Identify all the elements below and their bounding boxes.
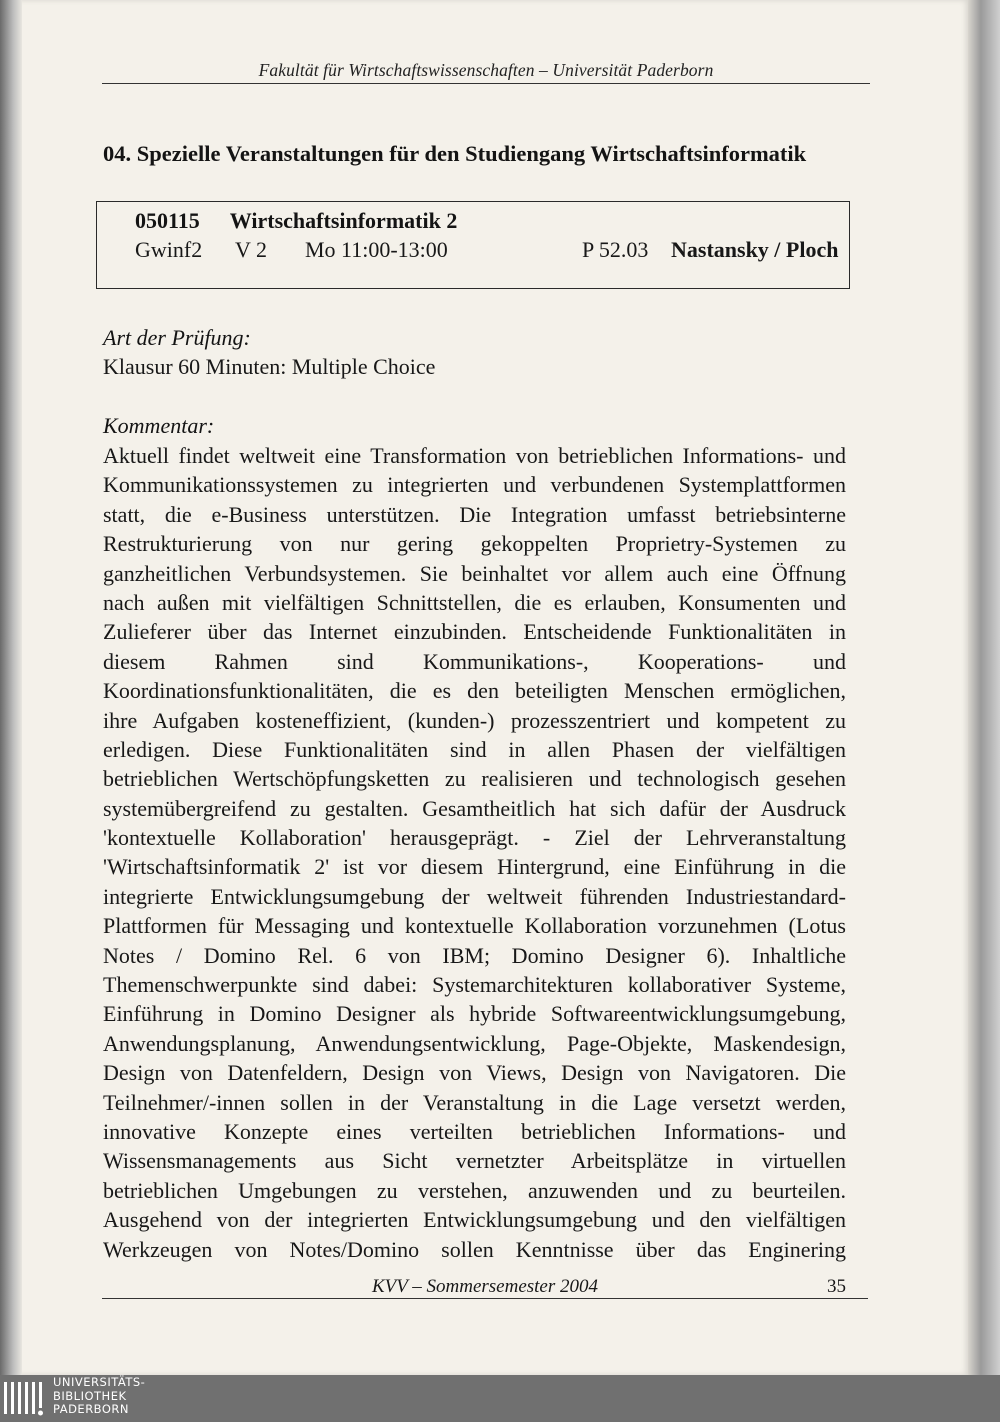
course-instructors: Nastansky / Ploch bbox=[671, 237, 839, 262]
comment-line: betrieblichen Umgebungen zu verstehen, anzuwenden und zu beurteilen. bbox=[103, 1177, 846, 1203]
comment-line: diesem Rahmen sind Kommunikations-, Kooperations- und bbox=[103, 648, 846, 674]
comment-line: Design von Datenfeldern, Design von Views, Design von Navigatoren. Die bbox=[103, 1060, 846, 1086]
section-title: 04. Spezielle Veranstaltungen für den Studiengang Wirtschaftsinformatik bbox=[103, 141, 807, 166]
comment-line: Zulieferer über das Internet einzubinden. Entscheidende Funktionalitäten in bbox=[103, 619, 846, 645]
comment-line: Ausgehend von der integrierten Entwicklungsumgebung und den vielfältigen bbox=[103, 1207, 846, 1233]
exam-text: Klausur 60 Minuten: Multiple Choice bbox=[103, 354, 436, 379]
course-name: Wirtschaftsinformatik 2 bbox=[229, 208, 458, 233]
exam-label: Art der Prüfung: bbox=[103, 325, 251, 350]
page-number: 35 bbox=[827, 1276, 846, 1297]
comment-line: nach außen mit vielfältigen Schnittstellen, die es erlauben, Konsumenten und bbox=[103, 589, 846, 615]
comment-line: Koordinationsfunktionalitäten, die es den beteiligten Menschen ermöglichen, bbox=[103, 678, 846, 704]
comment-line: Notes / Domino Rel. 6 von IBM; Domino Designer 6). Inhaltliche bbox=[103, 942, 846, 968]
comment-line: Aktuell findet weltweit eine Transformation von betrieblichen Informations- und bbox=[103, 443, 846, 468]
running-header: Fakultät für Wirtschaftswissenschaften – Universität Paderborn bbox=[102, 60, 870, 84]
comment-line: Einführung in Domino Designer als hybride Softwareentwicklungsumgebung, bbox=[103, 1001, 846, 1027]
comment-line: Werkzeugen von Notes/Domino sollen Kenntnisse über das Enginering bbox=[103, 1236, 846, 1262]
library-logo-bar bbox=[0, 1375, 1000, 1422]
course-time: Mo 11:00-13:00 bbox=[305, 237, 448, 262]
footer-title: KVV – Sommersemester 2004 bbox=[371, 1276, 599, 1297]
comment-line: statt, die e-Business unterstützen. Die Integration umfasst betriebsinterne bbox=[103, 501, 846, 527]
comment-line: integrierte Entwicklungsumgebung der weltweit führenden Industriestandard- bbox=[103, 883, 846, 909]
comment-body bbox=[103, 441, 846, 1264]
page-edge bbox=[968, 0, 1000, 1375]
logo-line: UNIVERSITÄTS- bbox=[53, 1375, 146, 1389]
course-info-box bbox=[96, 201, 850, 289]
comment-line: innovative Konzepte eines verteilten betrieblichen Informations- und bbox=[103, 1118, 846, 1144]
comment-line: 'kontextuelle Kollaboration' herausgeprägt. - Ziel der Lehrveranstaltung bbox=[103, 825, 846, 851]
comment-line: ihre Aufgaben kosteneffizient, (kunden-) prozesszentriert und kompetent zu bbox=[103, 707, 846, 733]
comment-line: Themenschwerpunkte sind dabei: Systemarchitekturen kollaborativer Systeme, bbox=[103, 972, 846, 998]
study-program: Gwinf2 bbox=[135, 237, 203, 262]
comment-line: erledigen. Diese Funktionalitäten sind in allen Phasen der vielfältigen bbox=[103, 736, 846, 762]
library-logo-icon bbox=[2, 1378, 46, 1418]
comment-line: Plattformen für Messaging und kontextuelle Kollaboration vorzunehmen (Lotus bbox=[103, 913, 846, 939]
comment-line: Restrukturierung von nur gering gekoppelten Proprietry-Systemen zu bbox=[103, 531, 846, 557]
comment-line: Kommunikationssystemen zu integrierten und verbundenen Systemplattformen bbox=[103, 472, 846, 498]
page-footer bbox=[102, 1276, 868, 1299]
comment-line: systemübergreifend zu gestalten. Gesamtheitlich hat sich dafür der Ausdruck bbox=[103, 795, 846, 821]
comment-line: betrieblichen Wertschöpfungsketten zu realisieren und technologisch gesehen bbox=[103, 766, 846, 792]
course-room: P 52.03 bbox=[582, 237, 649, 262]
comment-line: Anwendungsplanung, Anwendungsentwicklung, Page-Objekte, Maskendesign, bbox=[103, 1030, 846, 1056]
comment-line: Wissensmanagements aus Sicht vernetzter Arbeitsplätze in virtuellen bbox=[103, 1148, 846, 1174]
logo-line: PADERBORN bbox=[53, 1402, 130, 1416]
comment-line: ganzheitlichen Verbundsystemen. Sie beinhaltet vor allem auch eine Öffnung bbox=[103, 560, 846, 586]
library-logo-text bbox=[53, 1376, 145, 1417]
book-binding bbox=[0, 0, 22, 1375]
comment-label: Kommentar: bbox=[103, 413, 215, 438]
course-title-row bbox=[135, 208, 457, 234]
comment-line: 'Wirtschaftsinformatik 2' ist vor diesem Hintergrund, eine Einführung in die bbox=[103, 854, 846, 880]
course-type: V 2 bbox=[235, 237, 267, 262]
logo-line: BIBLIOTHEK bbox=[53, 1388, 127, 1403]
course-number: 050115 bbox=[135, 208, 200, 233]
comment-line: Teilnehmer/-innen sollen in der Veranstaltung in die Lage versetzt werden, bbox=[103, 1089, 846, 1115]
